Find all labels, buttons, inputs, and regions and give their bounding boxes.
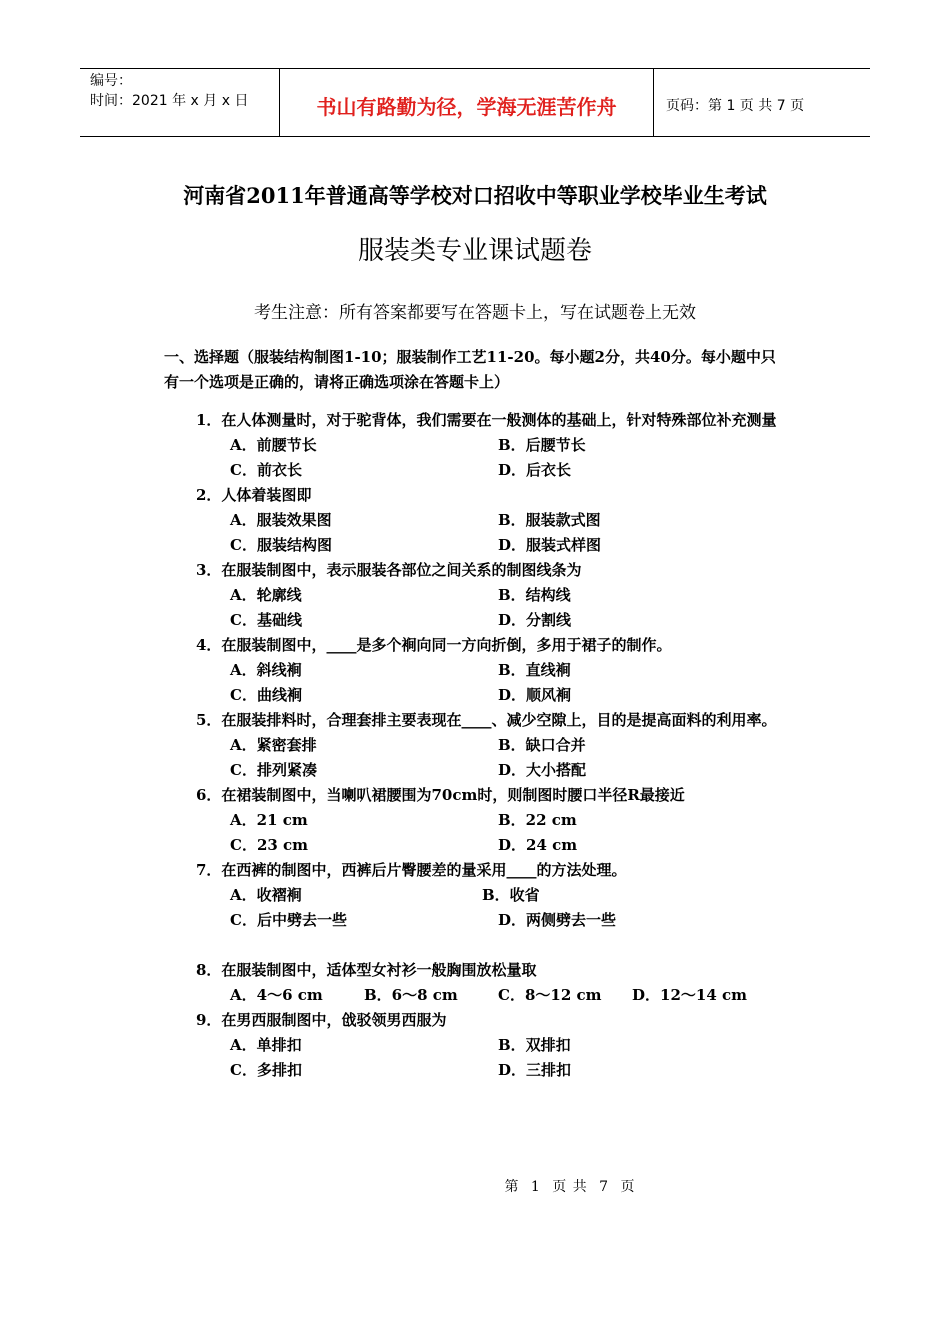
option-b: B．双排扣	[498, 1036, 571, 1054]
options-row	[164, 683, 790, 708]
question-8: 8．在服装制图中，适体型女衬衫一般胸围放松量取	[196, 961, 537, 979]
options-row	[164, 533, 790, 558]
option-c: C．8～12 cm	[498, 986, 602, 1004]
options-row	[164, 608, 790, 633]
option-d: D．服装式样图	[498, 536, 602, 554]
footer-mid: 页 共	[552, 1179, 588, 1195]
options-row	[164, 433, 790, 458]
question-list	[164, 408, 790, 1083]
exam-title: 河南省2011年普通高等学校对口招收中等职业学校毕业生考试	[183, 183, 767, 208]
exam-subtitle: 服装类专业课试题卷	[357, 236, 592, 266]
option-d: D．12～14 cm	[632, 986, 747, 1004]
section-intro: 一、选择题（服装结构制图1-10；服装制作工艺11-20。每小题2分，共40分。每小题中只有一个选项是正确的，请将正确选项涂在答题卡上）	[164, 348, 776, 391]
option-b: B．22 cm	[498, 811, 577, 829]
options-row	[164, 883, 790, 908]
option-c: C．服装结构图	[230, 536, 332, 554]
option-b: B．收省	[482, 886, 540, 904]
options-row	[164, 733, 790, 758]
option-b: B．服装款式图	[498, 511, 601, 529]
question-9: 9．在男西服制图中，戗驳领男西服为	[196, 1011, 447, 1029]
option-c: C．多排扣	[230, 1061, 302, 1079]
option-a: A．单排扣	[230, 1036, 302, 1054]
question-4: 4．在服装制图中，____是多个裥向同一方向折倒，多用于裙子的制作。	[196, 636, 672, 654]
header-motto: 书山有路勤为径，学海无涯苦作舟	[280, 69, 654, 136]
time-label: 时间：2021 年 x 月 x 日	[90, 93, 249, 109]
option-a: A．21 cm	[230, 811, 308, 829]
footer-suffix: 页	[620, 1179, 636, 1195]
option-a: A．4～6 cm	[230, 986, 323, 1004]
options-row	[164, 908, 790, 933]
option-d: D．两侧劈去一些	[498, 911, 617, 929]
option-c: C．23 cm	[230, 836, 309, 854]
options-row	[164, 658, 790, 683]
number-label: 编号：	[90, 73, 132, 89]
option-c: C．前衣长	[230, 461, 302, 479]
options-row	[164, 1033, 790, 1058]
option-a: A．服装效果图	[230, 511, 332, 529]
question-6: 6．在裙装制图中，当喇叭裙腰围为70cm时，则制图时腰口半径R最接近	[196, 786, 685, 804]
option-b: B．结构线	[498, 586, 571, 604]
page-header	[80, 68, 870, 137]
footer-total-pages: 7	[599, 1179, 610, 1195]
option-d: D．大小搭配	[498, 761, 587, 779]
footer-prefix: 第	[504, 1179, 520, 1195]
exam-notice: 考生注意：所有答案都要写在答题卡上，写在试题卷上无效	[254, 303, 696, 323]
header-page-info: 页码：第 1 页 共 7 页	[666, 97, 805, 114]
options-row	[164, 508, 790, 533]
question-1: 1．在人体测量时，对于驼背体，我们需要在一般测体的基础上，针对特殊部位补充测量	[196, 411, 777, 429]
options-row	[164, 808, 790, 833]
header-meta	[80, 69, 280, 136]
option-b: B．后腰节长	[498, 436, 586, 454]
option-c: C．曲线裥	[230, 686, 302, 704]
options-row	[164, 833, 790, 858]
footer-page-number: 1	[530, 1179, 541, 1195]
option-d: D．24 cm	[498, 836, 578, 854]
option-a: A．收褶裥	[230, 886, 302, 904]
option-a: A．轮廓线	[230, 586, 302, 604]
option-a: A．紧密套排	[230, 736, 317, 754]
spacer	[164, 933, 790, 958]
option-b: B．直线裥	[498, 661, 571, 679]
option-b: B．缺口合并	[498, 736, 586, 754]
option-c: C．基础线	[230, 611, 302, 629]
question-3: 3．在服装制图中，表示服装各部位之间关系的制图线条为	[196, 561, 582, 579]
question-2: 2．人体着装图即	[196, 486, 312, 504]
options-row	[164, 758, 790, 783]
options-row	[164, 458, 790, 483]
option-d: D．三排扣	[498, 1061, 572, 1079]
page-footer	[0, 1176, 950, 1196]
options-row	[164, 1058, 790, 1083]
question-7: 7．在西裤的制图中，西裤后片臀腰差的量采用____的方法处理。	[196, 861, 627, 879]
option-a: A．前腰节长	[230, 436, 317, 454]
options-row	[164, 983, 790, 1008]
option-c: C．排列紧凑	[230, 761, 317, 779]
options-row	[164, 583, 790, 608]
option-a: A．斜线裥	[230, 661, 302, 679]
option-d: D．分割线	[498, 611, 572, 629]
option-c: C．后中劈去一些	[230, 911, 347, 929]
option-b: B．6～8 cm	[364, 986, 458, 1004]
option-d: D．后衣长	[498, 461, 572, 479]
option-d: D．顺风裥	[498, 686, 572, 704]
question-5: 5．在服装排料时，合理套排主要表现在____、减少空隙上，目的是提高面料的利用率。	[196, 711, 777, 729]
